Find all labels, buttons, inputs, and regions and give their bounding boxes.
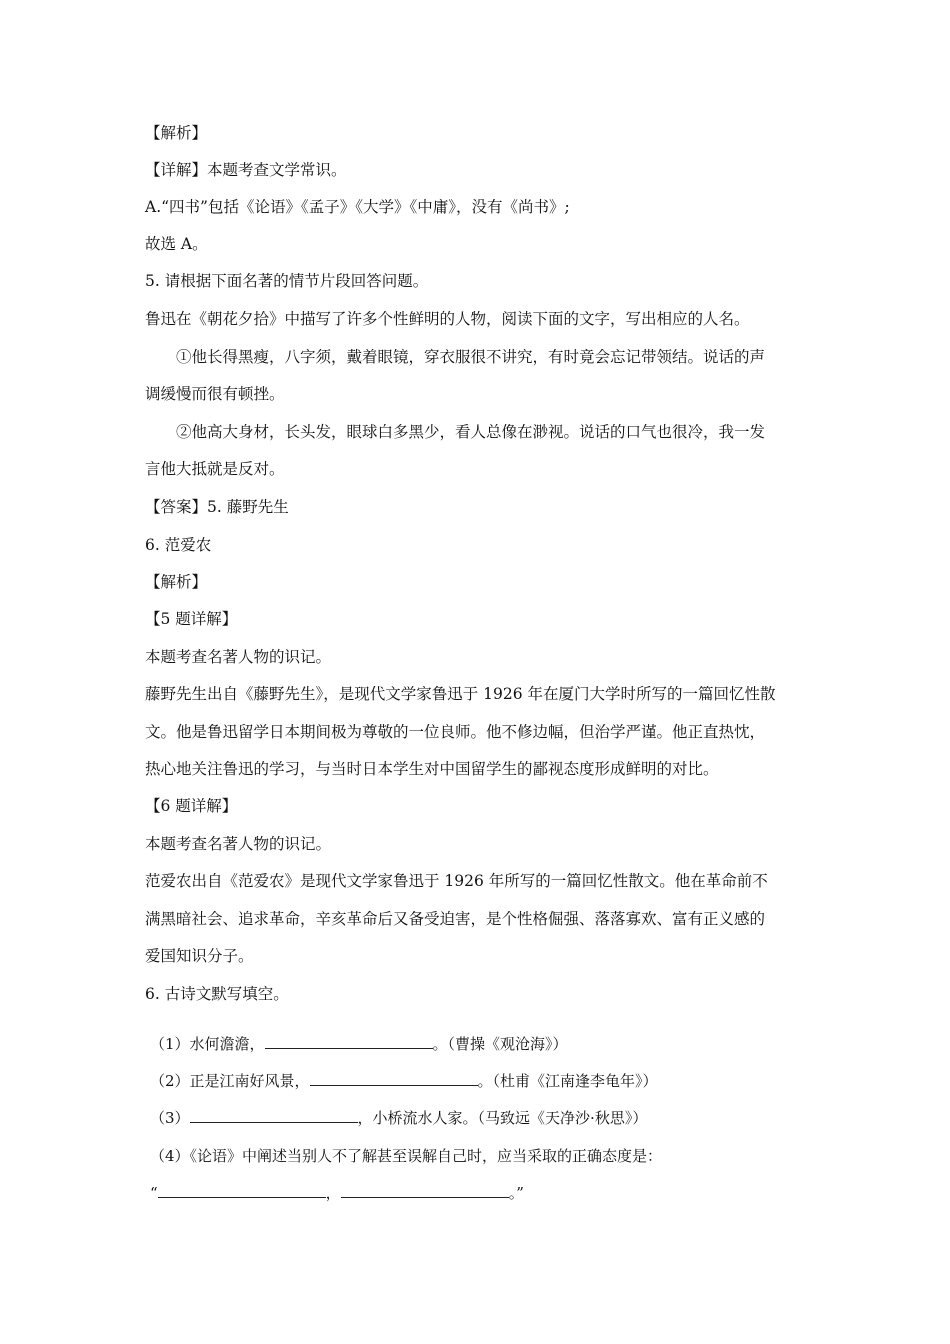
q6-detail-line-1: 范爱农出自《范爱农》是现代文学家鲁迅于 1926 年所写的一篇回忆性散文。他在革命前不 [145, 872, 768, 890]
analysis-heading: 【解析】 [145, 124, 208, 142]
fill-blank-4b[interactable] [341, 1183, 509, 1198]
analysis-heading-2: 【解析】 [145, 573, 208, 591]
fill-item-1 [150, 1034, 568, 1054]
detail-heading: 【详解】本题考查文学常识。 [145, 161, 347, 179]
passage-2-line-2: 言他大抵就是反对。 [145, 460, 285, 478]
q5-detail-heading: 【5 题详解】 [145, 610, 238, 628]
q5-detail-intro: 本题考查名著人物的识记。 [145, 648, 332, 666]
fill-blank-3[interactable] [190, 1108, 358, 1123]
q5-detail-line-3: 热心地关注鲁迅的学习，与当时日本学生对中国留学生的鄙视态度形成鲜明的对比。 [145, 760, 719, 778]
fill-blank-4a[interactable] [158, 1183, 326, 1198]
fill-item-1-suffix: 。（曹操《观沧海》） [432, 1035, 568, 1053]
answer-choice: 故选 A。 [145, 235, 208, 253]
fill-item-4-answer [150, 1183, 524, 1203]
q6-detail-heading: 【6 题详解】 [145, 797, 238, 815]
fill-item-1-prefix: （1）水何澹澹， [150, 1035, 265, 1053]
answer-6: 6. 范爱农 [145, 536, 212, 554]
fill-item-4-open-quote: “ [150, 1184, 158, 1202]
q5-detail-line-2: 文。他是鲁迅留学日本期间极为尊敬的一位良师。他不修边幅，但治学严谨。他正直热忱， [145, 723, 766, 741]
answer-5: 【答案】5. 藤野先生 [145, 498, 289, 516]
fill-blank-2[interactable] [310, 1071, 478, 1086]
fill-item-4-close: 。” [508, 1184, 524, 1202]
q6-detail-intro: 本题考查名著人物的识记。 [145, 835, 332, 853]
fill-item-4: （4）《论语》中阐述当别人不了解甚至误解自己时，应当采取的正确态度是： [150, 1147, 663, 1165]
passage-2-line-1: ②他高大身材，长头发，眼球白多黑少，看人总像在渺视。说话的口气也很冷，我一发 [176, 423, 766, 441]
fill-blank-1[interactable] [265, 1034, 433, 1049]
fill-item-3-suffix: ，小桥流水人家。（马致远《天净沙·秋思》） [357, 1109, 648, 1127]
fill-item-3-prefix: （3） [150, 1109, 190, 1127]
q6-detail-line-2: 满黑暗社会、追求革命，辛亥革命后又备受迫害，是个性格倔强、落落寡欢、富有正义感的 [145, 910, 766, 928]
passage-1-line-2: 调缓慢而很有顿挫。 [145, 385, 285, 403]
q6-detail-line-3: 爱国知识分子。 [145, 947, 254, 965]
q5-detail-line-1: 藤野先生出自《藤野先生》，是现代文学家鲁迅于 1926 年在厦门大学时所写的一篇回忆性散 [145, 685, 776, 703]
question-5-intro: 鲁迅在《朝花夕拾》中描写了许多个性鲜明的人物，阅读下面的文字，写出相应的人名。 [145, 310, 750, 328]
question-6-title: 6. 古诗文默写填空。 [145, 985, 289, 1003]
fill-item-3 [150, 1108, 647, 1128]
question-5-title: 5. 请根据下面名著的情节片段回答问题。 [145, 272, 429, 290]
option-a-explanation: A.“四书”包括《论语》《孟子》《大学》《中庸》，没有《尚书》; [145, 198, 570, 216]
fill-item-4-comma: ， [325, 1184, 341, 1202]
passage-1-line-1: ①他长得黑瘦，八字须，戴着眼镜，穿衣服很不讲究，有时竟会忘记带领结。说话的声 [176, 348, 766, 366]
fill-item-2-suffix: 。（杜甫《江南逢李龟年》） [477, 1072, 658, 1090]
fill-item-2-prefix: （2）正是江南好风景， [150, 1072, 310, 1090]
fill-item-2 [150, 1071, 658, 1091]
